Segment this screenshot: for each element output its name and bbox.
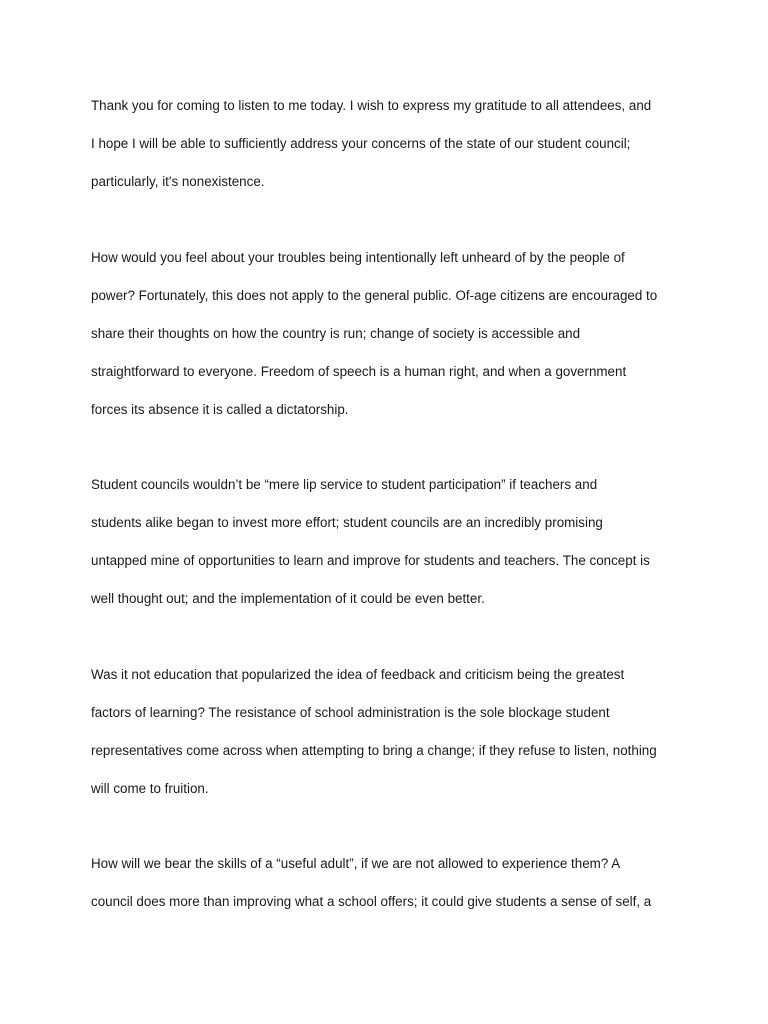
text-line: straightforward to everyone. Freedom of speech is a human right, and when a government (91, 363, 627, 379)
text-line: representatives come across when attempting to bring a change; if they refuse to listen, nothing (91, 742, 657, 758)
text-line: How will we bear the skills of a “useful adult”, if we are not allowed to experience them? A (91, 856, 621, 871)
text-line: untapped mine of opportunities to learn and improve for students and teachers. The concept is (91, 553, 650, 568)
document-body (91, 87, 691, 959)
paragraph-education-feedback (91, 656, 691, 808)
text-line: I hope I will be able to sufficiently address your concerns of the state of our student council; (91, 136, 631, 151)
text-line: council does more than improving what a school offers; it could give students a sense of self, a (91, 894, 652, 909)
text-line: power? Fortunately, this does not apply to the general public. Of-age citizens are encouraged to (91, 287, 658, 303)
text-line: share their thoughts on how the country is run; change of society is accessible and (91, 325, 581, 341)
text-line: factors of learning? The resistance of school administration is the sole blockage student (91, 704, 610, 720)
text-line: will come to fruition. (91, 780, 209, 796)
text-line: Student councils wouldn’t be “mere lip service to student participation” if teachers and (91, 477, 598, 492)
text-line: students alike began to invest more effort; student councils are an incredibly promising (91, 515, 603, 530)
text-line: Was it not education that popularized the idea of feedback and criticism being the greatest (91, 666, 625, 682)
text-line: forces its absence it is called a dictatorship. (91, 401, 349, 417)
text-line: well thought out; and the implementation of it could be even better. (91, 591, 485, 606)
text-line: particularly, it's nonexistence. (91, 174, 265, 189)
text-line: Thank you for coming to listen to me today. I wish to express my gratitude to all attendees, and (91, 98, 652, 113)
paragraph-student-councils (91, 466, 691, 618)
paragraph-freedom-of-speech (91, 239, 691, 429)
paragraph-useful-adult (91, 845, 691, 921)
paragraph-intro (91, 87, 691, 201)
text-line: How would you feel about your troubles being intentionally left unheard of by the people of (91, 249, 625, 265)
